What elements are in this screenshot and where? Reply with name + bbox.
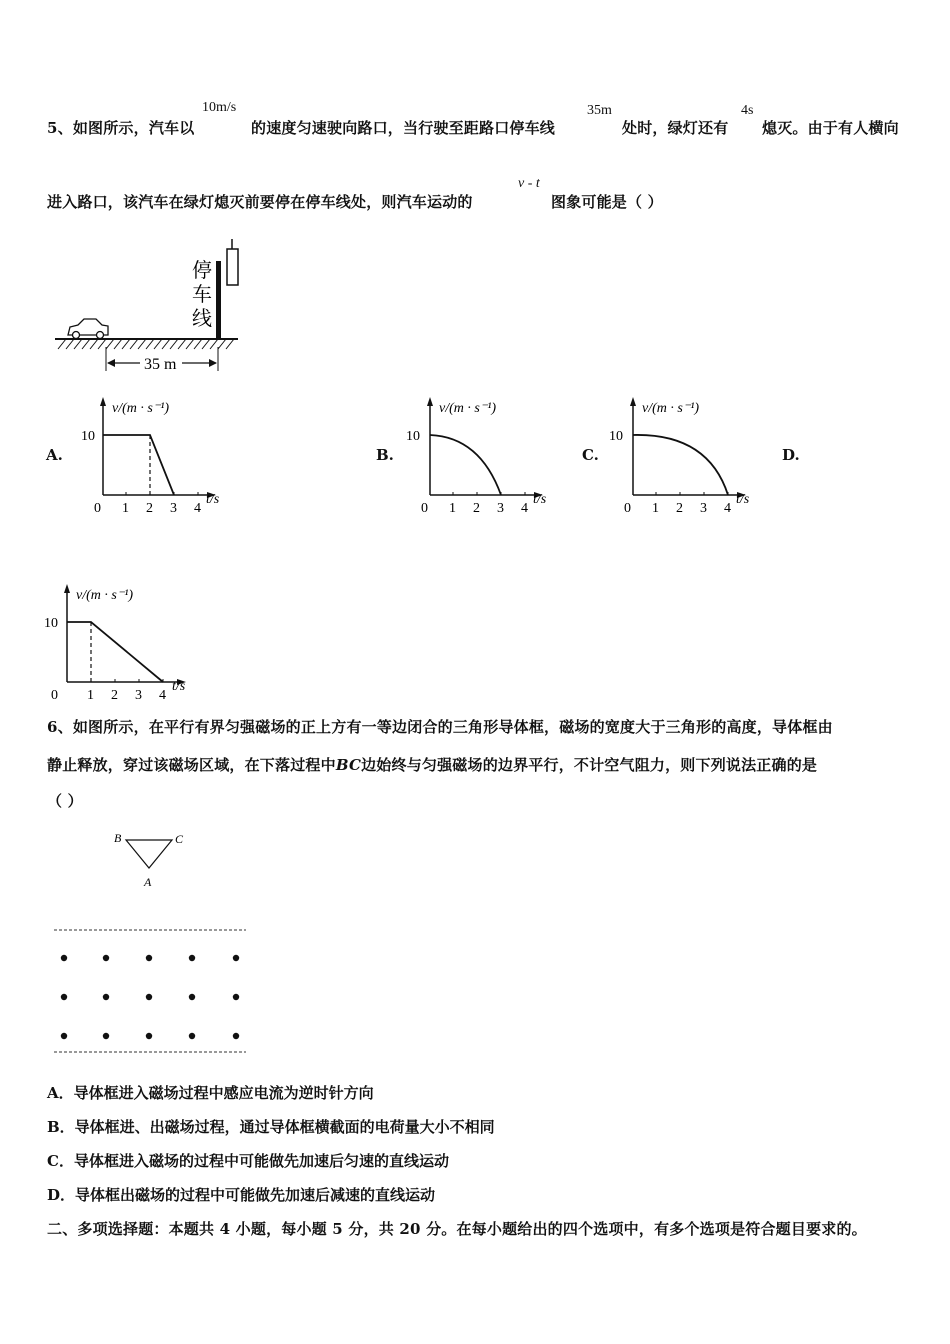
q5-line1-c: 处时，绿灯还有 [622,119,729,137]
q5-line1-b: 的速度匀速驶向路口，当行驶至距路口停车线 [251,119,556,137]
graph-a-y10: 10 [81,429,95,444]
q5-time: 4s [741,103,754,118]
graph-a-curve [103,435,174,495]
graph-a-xlabel: t/s [206,492,220,507]
tick-label: 0 [51,688,58,702]
graph-c-curve [633,435,728,495]
q5-stop-line-figure [50,235,250,375]
tick-label: 1 [652,501,659,515]
tick-label: 2 [473,501,480,515]
graph-d-xlabel: t/s [172,679,186,694]
q5-option-b-letter: B. [376,446,394,464]
distance-label: 35 m [144,356,177,373]
q5-option-d-letter: D. [782,446,800,464]
stop-line-char-3: 线 [192,308,212,330]
triangle-figure [110,826,200,892]
tick-label: 3 [135,688,142,702]
car-icon [68,319,108,339]
q6-line1: 6、如图所示，在平行有界匀强磁场的正上方有一等边闭合的三角形导体框，磁场的宽度大于三角形的高度，导体框由 [47,718,833,736]
q6-line2 [47,754,817,775]
graph-c-y10: 10 [609,429,623,444]
graph-b-ylabel: v/(m · s⁻¹) [439,401,497,416]
q5-option-a-letter: A. [46,446,63,464]
tick-label: 1 [87,688,94,702]
graph-d [42,582,202,702]
graph-c [608,395,768,515]
graph-b [405,395,565,515]
graph-d-curve [67,622,163,682]
graph-d-ylabel: v/(m · s⁻¹) [76,588,134,603]
tri-label-c: C [175,832,184,846]
q5-line2-a: 进入路口，该汽车在绿灯熄灭前要停在停车线处，则汽车运动的 [47,193,473,211]
q6-option-a: A．导体框进入磁场过程中感应电流为逆时针方向 [47,1084,374,1102]
q5-vt: v - t [518,176,540,191]
graph-b-y10: 10 [406,429,420,444]
q6-bc: BC [335,756,362,774]
magnetic-field-figure [48,922,253,1058]
q6-line2-b: 边始终与匀强磁场的边界平行，不计空气阻力，则下列说法正确的是 [361,756,818,774]
tick-label: 0 [624,501,631,515]
tick-label: 0 [421,501,428,515]
graph-c-xlabel: t/s [736,492,750,507]
stop-line-char-1: 停 [192,260,212,282]
tick-label: 4 [159,688,166,702]
graph-b-curve [430,435,501,495]
tick-label: 2 [111,688,118,702]
ground-hatching [58,339,234,349]
tick-label: 3 [700,501,707,515]
q5-speed: 10m/s [202,100,237,115]
q6-line2-a: 静止释放，穿过该磁场区域，在下落过程中 [47,756,336,774]
q5-option-c-letter: C. [582,446,599,464]
tick-label: 3 [497,501,504,515]
q6-option-c: C．导体框进入磁场的过程中可能做先加速后匀速的直线运动 [47,1152,449,1170]
tri-label-b: B [114,831,122,845]
q5-distance: 35m [587,103,612,118]
q6-option-b: B．导体框进、出磁场过程，通过导体框横截面的电荷量大小不相同 [47,1118,495,1136]
field-dots [61,955,239,1039]
stop-line-post [216,261,221,339]
tick-label: 0 [94,501,101,515]
stop-line-char-2: 车 [192,284,212,306]
tick-label: 1 [122,501,129,515]
q6-option-d: D．导体框出磁场的过程中可能做先加速后减速的直线运动 [47,1186,436,1204]
tick-label: 4 [724,501,731,515]
section-2-heading: 二、多项选择题：本题共 4 小题，每小题 5 分，共 20 分。在每小题给出的四个选项中，有多个选项是符合题目要求的。 [47,1220,867,1238]
triangle-frame [126,840,172,868]
tick-label: 4 [521,501,528,515]
tick-label: 2 [676,501,683,515]
graph-a [78,395,238,515]
graph-d-y10: 10 [44,616,58,631]
tick-label: 4 [194,501,201,515]
tick-label: 3 [170,501,177,515]
tick-label: 2 [146,501,153,515]
tick-label: 1 [449,501,456,515]
graph-a-ylabel: v/(m · s⁻¹) [112,401,170,416]
q6-line3: （ ） [47,792,83,810]
q5-line2-b: 图象可能是（ ） [551,193,663,211]
graph-b-xlabel: t/s [533,492,547,507]
q5-line1-a: 5、如图所示，汽车以 [47,119,195,137]
graph-c-ylabel: v/(m · s⁻¹) [642,401,700,416]
q5-line1-d: 熄灭。由于有人横向 [762,119,899,137]
tri-label-a: A [144,875,152,889]
traffic-light-icon [227,249,238,285]
